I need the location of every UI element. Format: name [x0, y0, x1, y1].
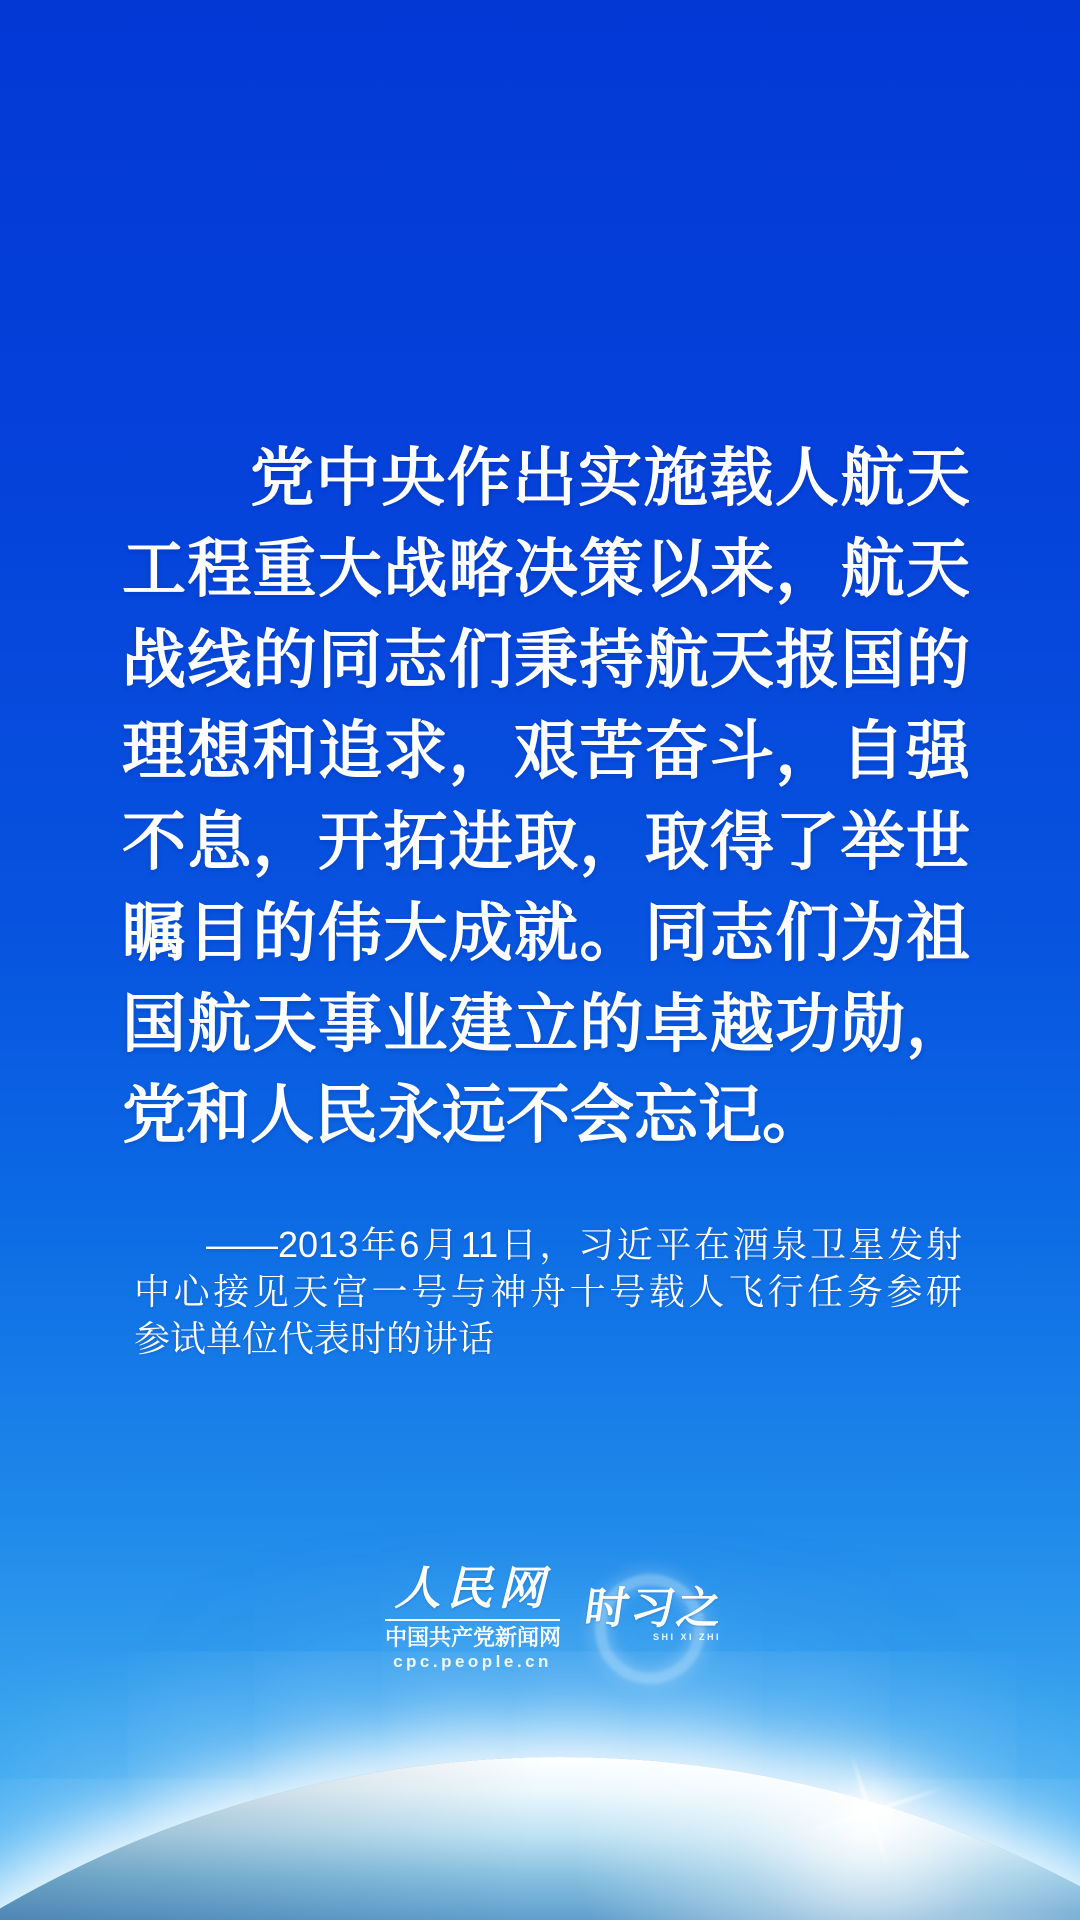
sun-glint-core — [861, 1803, 879, 1821]
quote-line: 党和人民永远不会忘记。 — [122, 1080, 826, 1151]
quote-line: 国航天事业建立的卓越功勋， — [122, 989, 970, 1060]
people-cn-script-logo: 人民网 — [394, 1563, 551, 1614]
shixizhi-logo — [581, 1570, 727, 1674]
attribution-line: ——2013年6月11日，习近平在酒泉卫星发射 — [206, 1224, 962, 1265]
quote-line: 战线的同志们秉持航天报国的 — [122, 625, 970, 696]
earth-image — [0, 1757, 1080, 1920]
quote-line: 瞩目的伟大成就。同志们为祖 — [122, 898, 970, 969]
shixizhi-title: 时习之 — [581, 1584, 727, 1633]
quote-line: 不息，开拓进取，取得了举世 — [122, 807, 970, 878]
people-daily-logo — [385, 1563, 560, 1671]
quote-line: 党中央作出实施载人航天 — [250, 443, 970, 514]
logo-divider — [385, 1619, 560, 1621]
quote-block — [122, 433, 970, 1161]
attribution-line: 中心接见天宫一号与神舟十号载人飞行任务参研 — [134, 1271, 962, 1312]
cpc-news-domain: cpc.people.cn — [393, 1652, 552, 1671]
shixizhi-subtitle: SHI XI ZHI — [652, 1632, 721, 1642]
attribution-line: 参试单位代表时的讲话 — [134, 1318, 495, 1359]
cpc-news-site-name: 中国共产党新闻网 — [385, 1625, 562, 1650]
quote-line: 工程重大战略决策以来，航天 — [122, 534, 970, 605]
attribution-block — [134, 1221, 962, 1362]
quote-line: 理想和追求，艰苦奋斗，自强 — [122, 716, 970, 787]
